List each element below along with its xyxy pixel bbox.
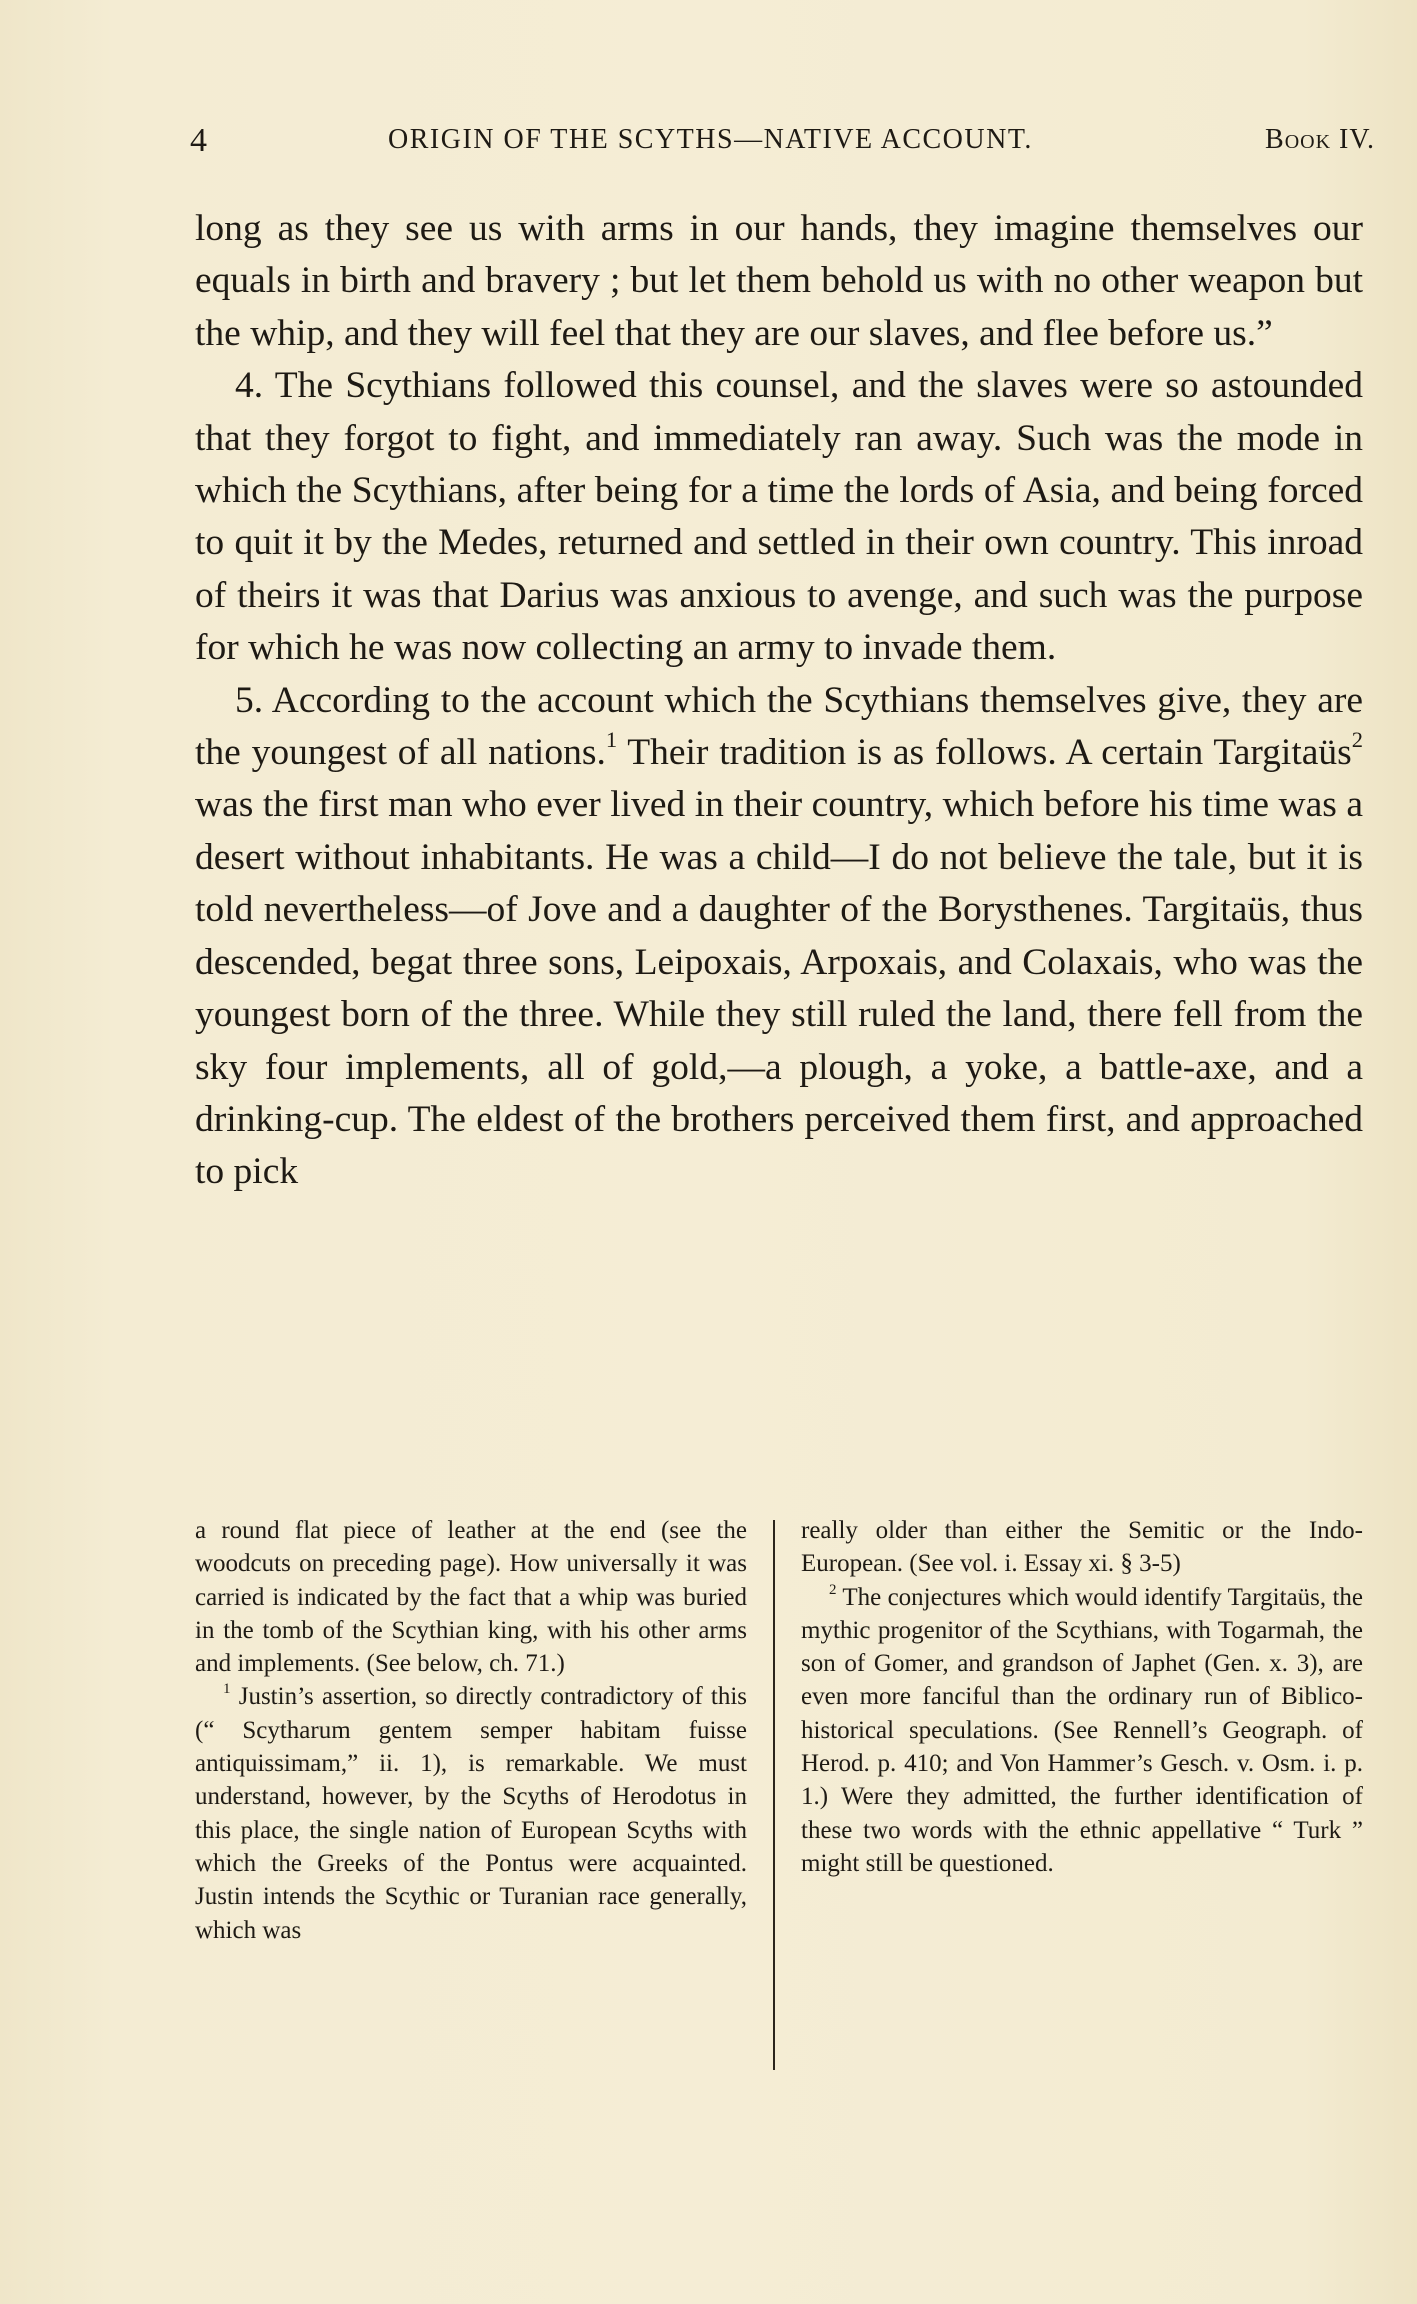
footnote-ref-2[interactable]: 2 <box>1351 727 1363 753</box>
paragraph-5 <box>195 675 1363 1199</box>
paragraph-continued: long as they see us with arms in our hands, they imagine themselves our equals in birth and bravery ; but let them behold us with no other weapon but the whip, and they will feel that they are our slaves, and flee before us.” <box>195 208 1363 354</box>
footnote-column-right <box>801 1514 1363 1880</box>
footnote-ref-1[interactable]: 1 <box>605 727 618 753</box>
running-head <box>190 118 1375 162</box>
footnote-column-left <box>195 1514 747 1947</box>
paragraph-5-text-a: 5. According to the account which the Scythians themselves give, they are the youngest of all nations. <box>195 679 1363 774</box>
paragraph-5-text-c: was the first man who ever lived in their country, which before his time was a desert without inhabitants. He was a child—I do not believe the tale, but it is told nevertheless—of Jove and a daughter of the Borysthenes. Targitaüs, thus descended, begat three sons, Leipoxais, Arpoxais, and Colaxais, who was the youngest born of the three. While they still ruled the land, there fell from the sky four implements, all of gold,—a plough, a yoke, a battle-axe, and a drinking-cup. The eldest of the brothers perceived them first, and approached to pick <box>195 784 1363 1193</box>
footnote-continuation: a round flat piece of leather at the end (see the woodcuts on preceding page). How universally it was carried is indicated by the fact that a whip was buried in the tomb of the Scythian king, with his other arms and implements. (See below, ch. 71.) <box>195 1517 747 1678</box>
footnote-2-marker: 2 <box>829 1581 837 1598</box>
page-number: 4 <box>190 122 209 159</box>
footnote-2-text: The conjectures which would identify Targitaüs, the mythic progenitor of the Scythians, with Togarmah, the son of Gomer, and grandson of Japhet (Gen. x. 3), are even more fanciful than the ordinary run of Biblico-historical speculations. (See Rennell’s Geograph. of Herod. p. 410; and Von Hammer’s Gesch. v. Osm. i. p. 1.) Were they admitted, the further identification of these two words with the ethnic appellative “ Turk ” might still be questioned. <box>801 1583 1363 1877</box>
paragraph-5-text-b: Their tradition is as follows. A certain Targitaüs <box>617 732 1352 774</box>
footnote-2 <box>801 1581 1363 1881</box>
footnote-1-continuation: really older than either the Semitic or the Indo-European. (See vol. i. Essay xi. § 3-5) <box>801 1517 1363 1578</box>
footnote-1 <box>195 1680 747 1946</box>
main-text <box>195 203 1363 1199</box>
footnotes-area <box>195 1514 1363 2074</box>
column-divider <box>773 1520 775 2070</box>
footnote-1-marker: 1 <box>223 1681 231 1698</box>
book-label: Book IV. <box>1265 124 1375 155</box>
footnote-1-text: Justin’s assertion, so directly contradictory of this (“ Scytharum gentem semper habitam fuisse antiquissimam,” ii. 1), is remarkable. We must understand, however, by the Scyths of Herodotus in this place, the single nation of European Scyths with which the Greeks of the Pontus were acquainted. Justin intends the Scythic or Turanian race generally, which was <box>195 1683 747 1944</box>
paragraph-4: 4. The Scythians followed this counsel, and the slaves were so astounded that they forgot to fight, and immediately ran away. Such was the mode in which the Scythians, after being for a time the lords of Asia, and being forced to quit it by the Medes, returned and settled in their own country. This inroad of theirs it was that Darius was anxious to avenge, and such was the purpose for which he was now collecting an army to invade them. <box>195 365 1363 669</box>
running-title: ORIGIN OF THE SCYTHS—NATIVE ACCOUNT. <box>388 124 1033 155</box>
